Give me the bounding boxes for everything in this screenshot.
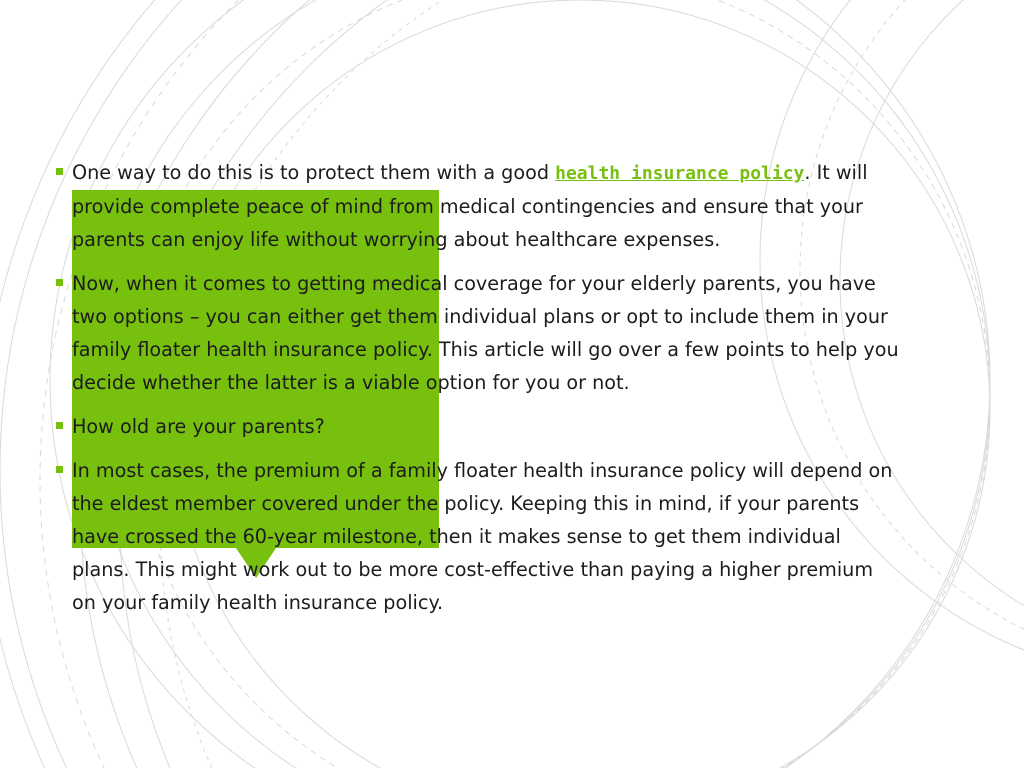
bullet-text: How old are your parents? [72,415,325,438]
bullet-item [52,454,902,619]
bullet-item [52,156,902,256]
bullet-item [52,410,902,443]
bullet-text: Now, when it comes to getting medical coverage for your elderly parents, you have two options – you can either get them individual plans or opt to include them in your family floater health insurance policy. This article will go over a few points to help you decide whether the latter is a viable option for you or not. [72,272,899,394]
square-bullet-icon [56,422,63,429]
health-insurance-policy-link[interactable]: health insurance policy [555,163,805,184]
slide-content [52,156,902,630]
bullet-text: In most cases, the premium of a family floater health insurance policy will depend on the eldest member covered under the policy. Keeping this in mind, if your parents have crossed the 60-year milestone, then it makes sense to get them individual plans. This might work out to be more cost-effective than paying a higher premium on your family health insurance policy. [72,459,893,614]
square-bullet-icon [56,168,63,175]
bullet-item [52,267,902,399]
square-bullet-icon [56,466,63,473]
square-bullet-icon [56,279,63,286]
bullet-text: . It will provide complete peace of mind from medical contingencies and ensure that your parents can enjoy life without worrying about healthcare expenses. [72,161,868,251]
bullet-text: One way to do this is to protect them with a good [72,161,556,184]
